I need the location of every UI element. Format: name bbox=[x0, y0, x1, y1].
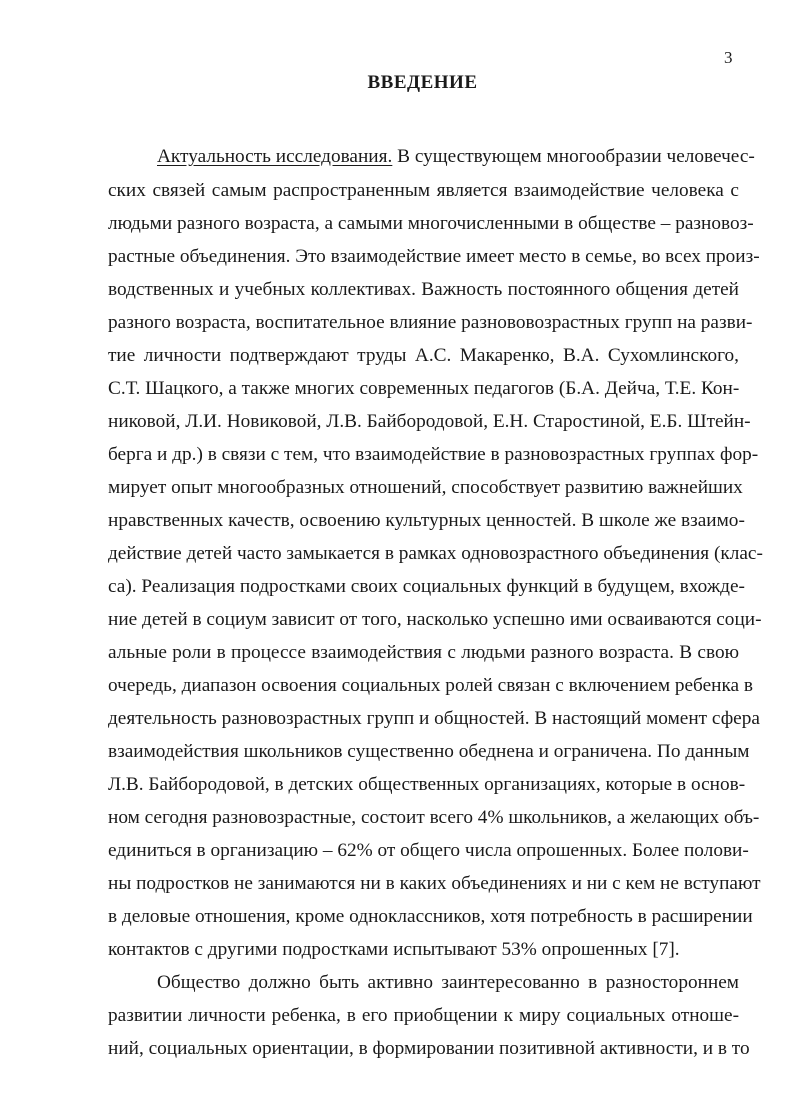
paragraph-line: ном сегодня разновозрастные, состоит всего 4% школьников, а желающих объ- bbox=[108, 807, 760, 828]
paragraph-line: тие личности подтверждают труды А.С. Макаренко, В.А. Сухомлинского, bbox=[108, 345, 739, 366]
paragraph-line: развитии личности ребенка, в его приобщении к миру социальных отноше- bbox=[108, 1005, 739, 1026]
relevance-label: Актуальность исследования. bbox=[157, 146, 393, 167]
paragraph-line: Общество должно быть активно заинтересованно в разностороннем bbox=[157, 972, 739, 993]
paragraph-line: водственных и учебных коллективах. Важность постоянного общения детей bbox=[108, 279, 739, 300]
paragraph-line: разного возраста, воспитательное влияние разнововозрастных групп на разви- bbox=[108, 312, 753, 333]
paragraph-line: ских связей самым распространенным является взаимодействие человека с bbox=[108, 180, 739, 201]
paragraph-line: в деловые отношения, кроме одноклассников, хотя потребность в расширении bbox=[108, 906, 753, 927]
page-number: 3 bbox=[724, 48, 733, 67]
paragraph-line: людьми разного возраста, а самыми многочисленными в обществе – разновоз- bbox=[108, 213, 754, 234]
paragraph-line: контактов с другими подростками испытывают 53% опрошенных [7]. bbox=[108, 939, 680, 960]
paragraph-line bbox=[157, 146, 755, 168]
paragraph-line: берга и др.) в связи с тем, что взаимодействие в разновозрастных группах фор- bbox=[108, 444, 759, 465]
paragraph-line: ны подростков не занимаются ни в каких объединениях и ни с кем не вступают bbox=[108, 873, 761, 894]
paragraph-line: никовой, Л.И. Новиковой, Л.В. Байбородовой, Е.Н. Старостиной, Е.Б. Штейн- bbox=[108, 411, 751, 432]
paragraph-line: действие детей часто замыкается в рамках одновозрастного объединения (клас- bbox=[108, 543, 763, 564]
paragraph-line: альные роли в процессе взаимодействия с людьми разного возраста. В свою bbox=[108, 642, 739, 663]
paragraph-line: ние детей в социум зависит от того, насколько успешно ими осваиваются соци- bbox=[108, 609, 762, 630]
paragraph-line: очередь, диапазон освоения социальных ролей связан с включением ребенка в bbox=[108, 675, 754, 696]
paragraph-line: взаимодействия школьников существенно обеднена и ограничена. По данным bbox=[108, 741, 750, 762]
paragraph-line: са). Реализация подростками своих социальных функций в будущем, вхожде- bbox=[108, 576, 745, 597]
paragraph-line: единиться в организацию – 62% от общего числа опрошенных. Более полови- bbox=[108, 840, 749, 861]
paragraph-line: ний, социальных ориентации, в формировании позитивной активности, и в то bbox=[108, 1038, 750, 1059]
paragraph-line: деятельность разновозрастных групп и общностей. В настоящий момент сфера bbox=[108, 708, 760, 729]
paragraph-line: нравственных качеств, освоению культурных ценностей. В школе же взаимо- bbox=[108, 510, 745, 531]
paragraph-text: В существующем многообразии человечес- bbox=[392, 146, 755, 167]
paragraph-line: растные объединения. Это взаимодействие имеет место в семье, во всех произ- bbox=[108, 246, 760, 267]
paragraph-line: С.Т. Шацкого, а также многих современных педагогов (Б.А. Дейча, Т.Е. Кон- bbox=[108, 378, 740, 399]
paragraph-line: Л.В. Байбородовой, в детских общественных организациях, которые в основ- bbox=[108, 774, 746, 795]
paragraph-line: мирует опыт многообразных отношений, способствует развитию важнейших bbox=[108, 477, 743, 498]
section-heading: ВВЕДЕНИЕ bbox=[367, 72, 478, 93]
